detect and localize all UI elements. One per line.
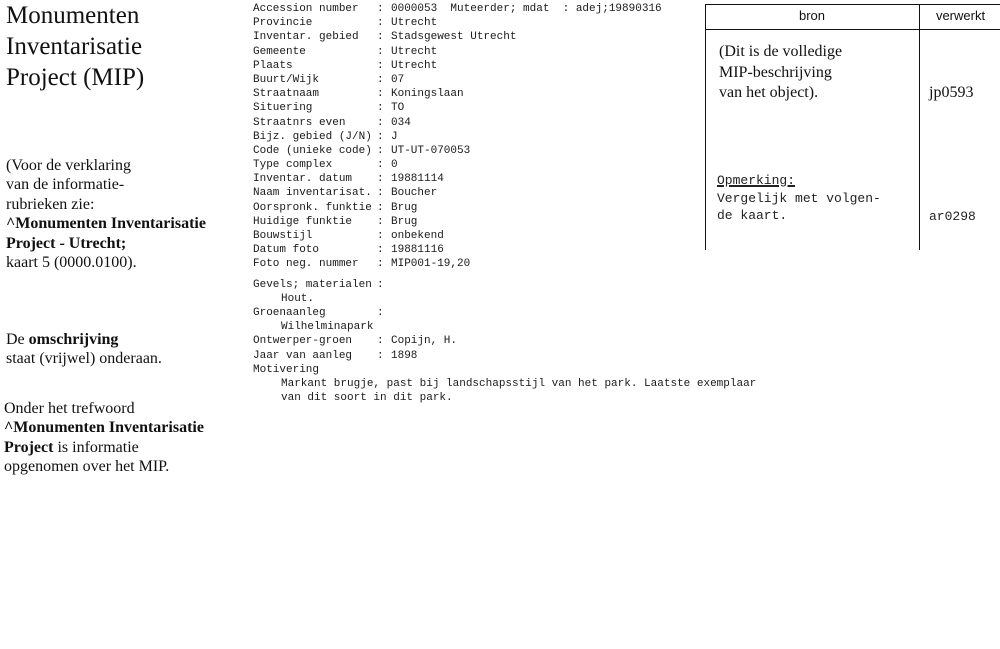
field-separator: : [377,59,384,72]
note-line: van de informatie- [6,176,125,194]
reference-link[interactable]: ^Monumenten Inventarisatie [6,215,206,233]
field-row [253,87,703,101]
field-separator: : [377,17,384,30]
note-line: opgenomen over het MIP. [4,458,170,476]
note-link-line [6,214,206,233]
field-value: Koningslaan [391,88,464,101]
field-separator: : [377,215,384,228]
field-label: Gemeente [253,45,306,58]
omschrijving-bold: omschrijving [28,331,119,348]
field-value: Utrecht [391,17,438,30]
field-row [253,16,703,30]
note-suffix: is informatie [53,438,139,456]
field-label: Bijz. gebied (J/N) [253,130,372,143]
field-value: Boucher [391,187,438,200]
field-row [253,363,703,377]
field-row [253,59,703,73]
field-row [253,130,703,144]
field-value: onbekend [391,230,444,242]
field-value: J [391,130,398,143]
field-separator: : [377,102,384,115]
field-separator: : [377,258,384,271]
field-value: 0000053 Muteerder; mdat : adej;19890316 [391,3,662,15]
note-line: kaart 5 (0000.0100). [6,254,137,272]
keyword-link-cont[interactable]: Project [4,438,54,456]
field-label: Plaats [253,59,293,72]
field-row [253,30,703,44]
field-label: Provincie [253,17,313,30]
left-notes-column [4,0,242,476]
field-row [253,172,703,186]
field-separator: : [377,201,384,214]
field-row [253,243,703,257]
note-line [6,330,162,349]
field-value: 1898 [391,349,418,362]
field-label: Naam inventarisat. [253,187,372,200]
field-label: Straatnrs even [253,116,346,129]
field-separator: : [377,3,384,15]
desc-line: MIP-beschrijving [719,63,832,81]
field-label: Ontwerper-groen [253,335,353,348]
note-line: Onder het trefwoord [4,400,135,417]
title-line-2: Inventarisatie [6,33,143,60]
field-row [253,229,703,243]
field-value: UT-UT-070053 [391,144,471,157]
field-separator: : [377,88,384,101]
field-value: TO [391,102,405,115]
field-row [253,306,703,320]
field-label: Accession number [253,3,359,15]
field-separator: : [377,187,384,200]
field-value: 0 [391,159,398,172]
field-row [253,278,703,292]
reference-note [6,156,206,272]
description-note [6,330,162,369]
header-rule [705,29,1000,30]
field-separator: : [377,130,384,143]
field-label: Huidige funktie [253,215,353,228]
field-label: Type complex [253,159,333,172]
field-value: 19881116 [391,244,444,257]
field-separator: : [377,173,384,186]
field-separator: : [377,159,384,172]
remark-line: de kaart. [717,208,788,223]
field-label: Buurt/Wijk [253,73,320,86]
desc-line: (Dit is de volledige [719,43,843,60]
field-row [253,257,703,271]
field-value: Utrecht [391,59,438,72]
field-separator: : [377,116,384,129]
reference-link-cont[interactable]: Project - Utrecht; [6,234,127,252]
source-table [705,4,1000,250]
note-line: staat (vrijwel) onderaan. [6,350,162,368]
field-label: Inventar. datum [253,173,353,186]
table-left-rule [705,4,706,250]
field-label: Bouwstijl [253,230,313,242]
remark-label: Opmerking: [717,173,796,188]
field-row [253,73,703,87]
keyword-link[interactable]: ^Monumenten Inventarisatie [4,419,204,437]
field-label: Gevels; materialen [253,278,372,291]
field-row [253,349,703,363]
field-value: Brug [391,215,418,228]
field-separator: : [377,144,384,157]
field-separator: : [377,244,384,257]
field-label: Motivering [253,363,320,376]
note-line: rubrieken zie: [6,195,95,213]
field-separator: : [377,349,384,362]
field-row [253,334,703,348]
field-row [253,186,703,200]
field-value: Copijn, H. [391,335,458,348]
field-separator: : [377,335,384,348]
field-separator: : [377,230,384,242]
source-description [719,42,842,104]
title-line-3: Project (MIP) [6,64,145,91]
field-value: Hout. [281,292,315,305]
card-title [6,0,242,93]
note-prefix: De [6,331,29,348]
field-row [253,201,703,215]
column-header-verwerkt: verwerkt [935,8,986,23]
field-label: Situering [253,102,313,115]
field-value: Wilhelminapark [281,321,374,334]
motivering-text: Markant brugje, past bij landschapsstijl van het park. Laatste exemplaar [281,377,757,390]
field-row [253,45,703,59]
field-label: Foto neg. nummer [253,258,359,271]
field-list [253,2,703,272]
note-link-line [6,234,206,253]
field-row [253,144,703,158]
motivering-text: van dit soort in dit park. [281,392,453,405]
field-separator: : [377,31,384,44]
field-separator: : [377,73,384,86]
keyword-note [4,399,204,477]
field-value: Stadsgewest Utrecht [391,31,517,44]
table-column-rule [919,4,920,250]
field-label: Straatnaam [253,88,320,101]
field-row [253,215,703,229]
field-label: Jaar van aanleg [253,349,353,362]
field-label: Inventar. gebied [253,31,359,44]
processed-code: ar0298 [929,209,976,224]
field-label: Oorspronk. funktie [253,201,372,214]
field-label: Datum foto [253,244,320,257]
field-value: Utrecht [391,45,438,58]
field-value: 19881114 [391,173,444,186]
note-link-line [4,418,204,437]
remark-line: Vergelijk met volgen- [717,190,881,206]
field-value: 07 [391,73,405,86]
field-separator: : [377,278,384,291]
processed-code: jp0593 [929,84,974,101]
note-line: (Voor de verklaring [6,157,131,174]
field-label: Code (unieke code) [253,144,372,157]
table-top-rule [705,4,1000,5]
field-row [253,116,703,130]
field-value: Brug [391,201,418,214]
field-separator: : [377,306,384,319]
remark-block [717,172,881,225]
field-row [253,101,703,115]
title-line-1: Monumenten [6,2,140,29]
field-row [253,158,703,172]
field-label: Groenaanleg [253,306,326,319]
note-line [4,438,204,457]
field-value: MIP001-19,20 [391,258,471,271]
desc-line: van het object). [719,84,819,101]
field-row [253,2,703,16]
field-value: 034 [391,116,411,129]
column-header-bron: bron [798,8,826,23]
field-separator: : [377,45,384,58]
